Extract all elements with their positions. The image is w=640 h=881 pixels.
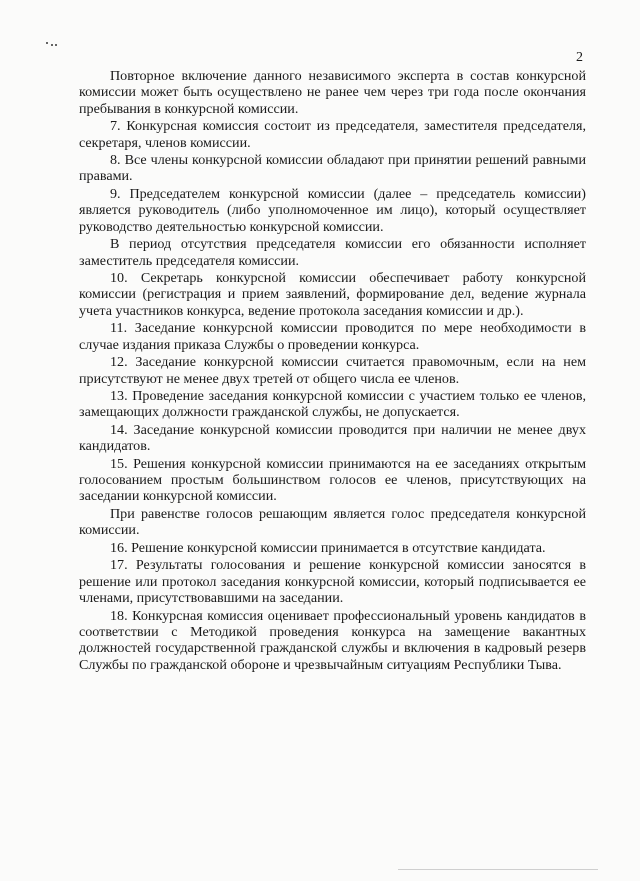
paragraph: 10. Секретарь конкурсной комиссии обеспечивает работу конкурсной комиссии (регистрация и прием заявлений, формирование дел, ведение журнала учета участников конкурса, ведение протокола заседания комиссии и др.). <box>79 270 586 319</box>
paragraph: Повторное включение данного независимого эксперта в состав конкурсной комиссии может быть осуществлено не ранее чем через три года после окончания пребывания в конкурсной комиссии. <box>79 68 586 117</box>
paragraph: 7. Конкурсная комиссия состоит из председателя, заместителя председателя, секретаря, членов комиссии. <box>79 118 586 151</box>
scan-artifact <box>46 42 58 46</box>
paragraph: 15. Решения конкурсной комиссии принимаются на ее заседаниях открытым голосованием простым большинством голосов ее членов, присутствующих на заседании конкурсной комиссии. <box>79 455 586 505</box>
paragraph: 12. Заседание конкурсной комиссии считается правомочным, если на нем присутствуют не менее двух третей от общего числа ее членов. <box>79 354 586 387</box>
paragraph: 18. Конкурсная комиссия оценивает профессиональный уровень кандидатов в соответствии с Методикой проведения конкурса на замещение вакантных должностей государственной гражданской службы и включения в кадровый резерв Службы по гражданской обороне и чрезвычайным ситуациям Республики Тыва. <box>79 607 586 673</box>
paragraph: В период отсутствия председателя комиссии его обязанности исполняет заместитель председателя комиссии. <box>79 236 586 269</box>
page-number: 2 <box>576 50 583 65</box>
paragraph: 14. Заседание конкурсной комиссии проводится при наличии не менее двух кандидатов. <box>79 421 586 455</box>
document-body <box>79 68 586 674</box>
paragraph: 9. Председателем конкурсной комиссии (далее – председатель комиссии) является руководитель (либо уполномоченное им лицо), который осуществляет руководство деятельностью конкурсной комиссии. <box>79 185 586 235</box>
paragraph: 8. Все члены конкурсной комиссии обладают при принятии решений равными правами. <box>79 152 586 185</box>
footer-rule <box>398 869 598 870</box>
paragraph: При равенстве голосов решающим является голос председателя конкурсной комиссии. <box>79 506 586 539</box>
paragraph: 17. Результаты голосования и решение конкурсной комиссии заносятся в решение или протокол заседания конкурсной комиссии, который подписывается ее членами, присутствовавшими на заседании. <box>79 557 586 607</box>
paragraph: 11. Заседание конкурсной комиссии проводится по мере необходимости в случае издания приказа Службы о проведении конкурса. <box>79 320 586 353</box>
paragraph: 13. Проведение заседания конкурсной комиссии с участием только ее членов, замещающих должности гражданской службы, не допускается. <box>79 388 586 421</box>
paragraph: 16. Решение конкурсной комиссии принимается в отсутствие кандидата. <box>110 539 546 556</box>
